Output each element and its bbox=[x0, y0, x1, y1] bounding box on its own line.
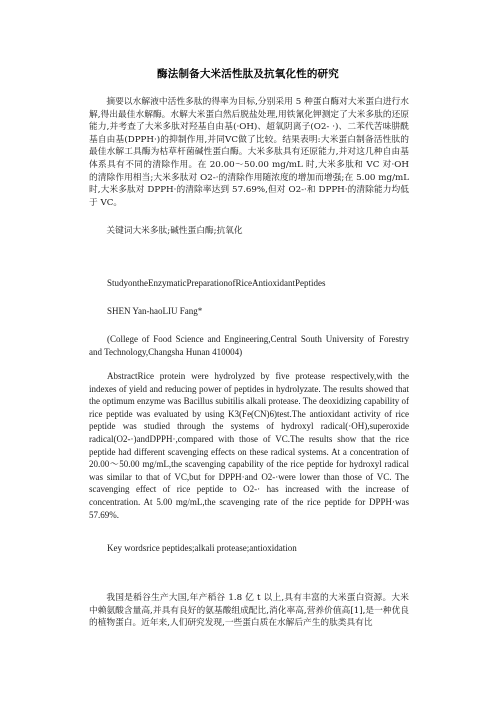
introduction-text: 我国是稻谷生产大国,年产稻谷 1.8 亿 t 以上,具有丰富的大米蛋白资源。大米中赖氨酸含量高,并具有良好的氨基酸组成配比,消化率高,营养价值高[1],是一种优良的植物蛋白。近年来,人们研究发现,一些蛋白质在水解后产生的肽类具有比 bbox=[89, 593, 409, 629]
english-authors bbox=[89, 305, 409, 318]
keywords-english bbox=[89, 542, 409, 555]
english-affiliation bbox=[89, 333, 409, 358]
introduction-paragraph bbox=[89, 592, 409, 630]
abstract-english bbox=[89, 370, 409, 521]
abstract-english-text: AbstractRice protein were hydrolyzed by five protease respectively,with the indexes of yield and reducing power of peptides in hydrolyzate. The results showed that the optimum enzyme was Bacillus subitilis alkali protease. The deoxidizing capability of rice peptide was evaluated by using K3(Fe(CN)6)test.The antioxidant activity of rice peptide was studied through the systems of hydroxyl radical(·OH),superoxide radical(O2-·)andDPPH·,compared with those of VC.The results show that the rice peptide had different scavenging effects on these radical systems. At a concentration of 20.00～50.00 mg/mL,the scavenging capability of the rice peptide for hydroxyl radical was similar to that of VC,but for DPPH·and O2-·were lower than those of VC. The scavenging effect of rice peptide to O2-· has increased with the increase of concentration. At 5.00 mg/mL,the scavenging rate of the rice peptide for DPPH·was 57.69%. bbox=[89, 371, 409, 520]
keywords-chinese bbox=[89, 225, 409, 238]
abstract-chinese-text: 摘要以水解液中活性多肽的得率为目标,分别采用 5 种蛋白酶对大米蛋白进行水解,得出最佳水解酶。水解大米蛋白然后脱盐处理,用铁氰化钾测定了大米多肽的还原能力,并考查了大米多肽对羟基自由基(·OH)、超氧阴离子(O2- ·)、二苯代苦味肼酰基自由基(DPPH·)的抑制作用,并同VC做了比较。结果表明:大米蛋白制备活性肽的最佳水解工具酶为枯草杆菌碱性蛋白酶。大米多肽具有还原能力,并对这几种自由基体系具有不同的清除作用。在 20.00～50.00 mg/mL 时,大米多肽和 VC 对·OH 的清除作用相当;大米多肽对 O2-·的清除作用随浓度的增加而增强;在 5.00 mg/mL 时,大米多肽对 DPPH·的清除率达到 57.69%,但对 O2-·和 DPPH·的清除能力均低于 VC。 bbox=[89, 97, 409, 208]
paper-title: 酶法制备大米活性肽及抗氧化性的研究 bbox=[157, 68, 339, 80]
english-title-text: StudyontheEnzymaticPreparationofRiceAntioxidantPeptides bbox=[107, 278, 326, 288]
english-title bbox=[89, 277, 409, 290]
keywords-chinese-text: 关键词大米多肽;碱性蛋白酶;抗氧化 bbox=[106, 226, 243, 236]
keywords-english-text: Key wordsrice peptides;alkali protease;antioxidation bbox=[107, 543, 297, 553]
english-affiliation-text: (College of Food Science and Engineering,Central South University of Forestry and Technology,Changsha Hunan 410004) bbox=[89, 334, 409, 357]
abstract-chinese bbox=[89, 96, 409, 209]
english-authors-text: SHEN Yan-haoLIU Fang* bbox=[107, 306, 203, 316]
